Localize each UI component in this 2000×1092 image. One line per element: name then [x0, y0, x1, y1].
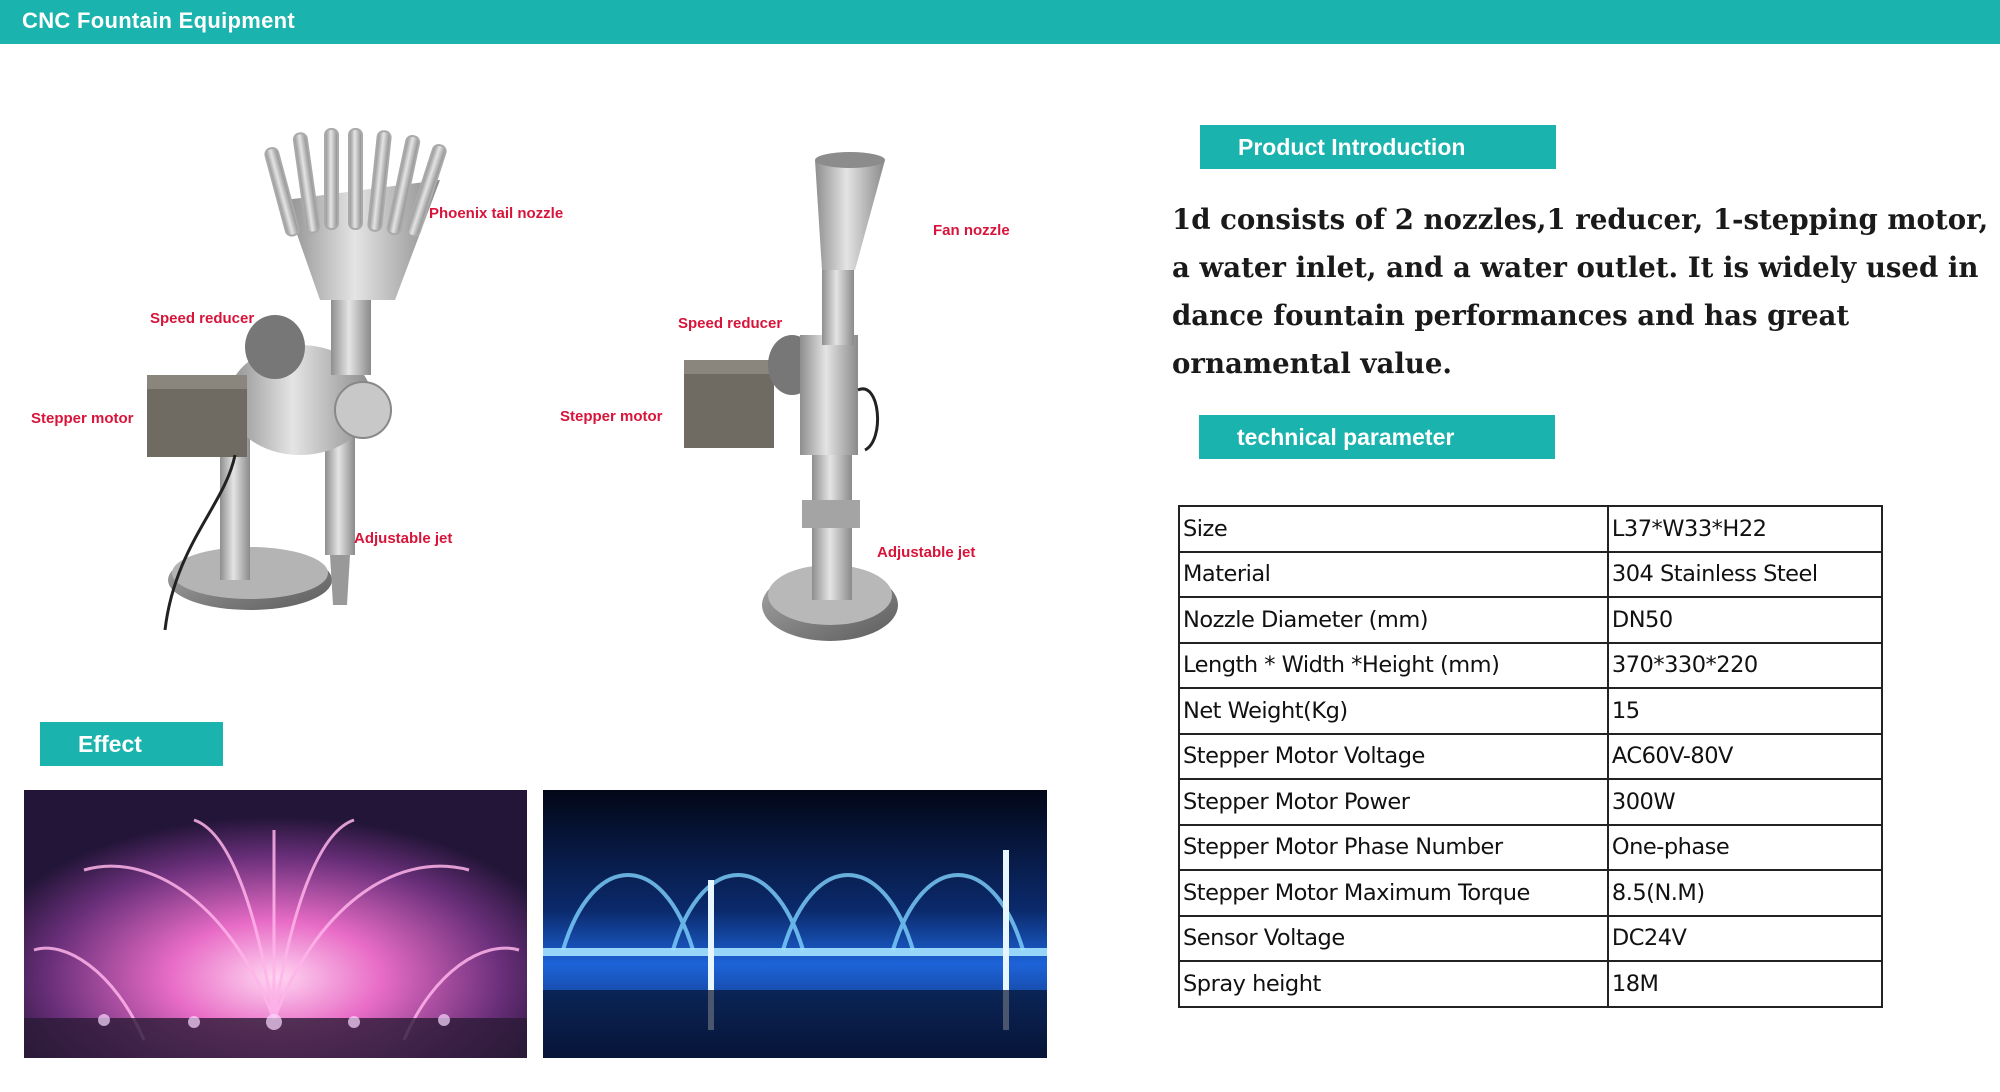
table-row [1179, 552, 1882, 598]
table-row [1179, 870, 1882, 916]
effect-photo-pink-fountain [24, 790, 527, 1058]
table-row [1179, 734, 1882, 780]
callout-fan-nozzle: Fan nozzle [933, 222, 1010, 239]
param-value: One-phase [1608, 825, 1882, 871]
param-name: Stepper Motor Power [1179, 779, 1608, 825]
param-name: Size [1179, 506, 1608, 552]
callout-adjustable-jet-1: Adjustable jet [354, 530, 453, 547]
effect-label: Effect [40, 722, 223, 766]
table-row [1179, 688, 1882, 734]
param-name: Sensor Voltage [1179, 916, 1608, 962]
param-value: 370*330*220 [1608, 643, 1882, 689]
phoenix-tail-fountain-image [135, 125, 480, 640]
table-row [1179, 643, 1882, 689]
param-value: 8.5(N.M) [1608, 870, 1882, 916]
table-row [1179, 597, 1882, 643]
param-value: 304 Stainless Steel [1608, 552, 1882, 598]
param-name: Material [1179, 552, 1608, 598]
param-value: DN50 [1608, 597, 1882, 643]
param-name: Nozzle Diameter (mm) [1179, 597, 1608, 643]
technical-parameter-table [1178, 505, 1883, 1008]
param-value: 300W [1608, 779, 1882, 825]
table-row [1179, 916, 1882, 962]
param-name: Stepper Motor Voltage [1179, 734, 1608, 780]
param-value: DC24V [1608, 916, 1882, 962]
param-name: Spray height [1179, 961, 1608, 1007]
header-bar [0, 0, 2000, 44]
table-row [1179, 779, 1882, 825]
param-value: 15 [1608, 688, 1882, 734]
table-row [1179, 506, 1882, 552]
param-name: Length * Width *Height (mm) [1179, 643, 1608, 689]
param-value: 18M [1608, 961, 1882, 1007]
page-title: CNC Fountain Equipment [22, 8, 296, 33]
product-introduction-label: Product Introduction [1200, 125, 1556, 169]
param-value: L37*W33*H22 [1608, 506, 1882, 552]
effect-photo-blue-fountain [543, 790, 1047, 1058]
table-row [1179, 825, 1882, 871]
param-value: AC60V-80V [1608, 734, 1882, 780]
table-row [1179, 961, 1882, 1007]
callout-stepper-motor-1: Stepper motor [31, 410, 134, 427]
param-name: Net Weight(Kg) [1179, 688, 1608, 734]
technical-parameter-label: technical parameter [1199, 415, 1555, 459]
callout-adjustable-jet-2: Adjustable jet [877, 544, 976, 561]
callout-stepper-motor-2: Stepper motor [560, 408, 663, 425]
callout-speed-reducer-1: Speed reducer [150, 310, 255, 327]
callout-speed-reducer-2: Speed reducer [678, 315, 783, 332]
product-introduction-text: 1d consists of 2 nozzles,1 reducer, 1-stepping motor, a water inlet, and a water outlet. It is widely used in dance fountain performances and has great ornamental value. [1172, 203, 1989, 380]
callout-phoenix-nozzle: Phoenix tail nozzle [429, 205, 564, 222]
param-name: Stepper Motor Maximum Torque [1179, 870, 1608, 916]
param-name: Stepper Motor Phase Number [1179, 825, 1608, 871]
fan-nozzle-fountain-image [680, 140, 950, 660]
